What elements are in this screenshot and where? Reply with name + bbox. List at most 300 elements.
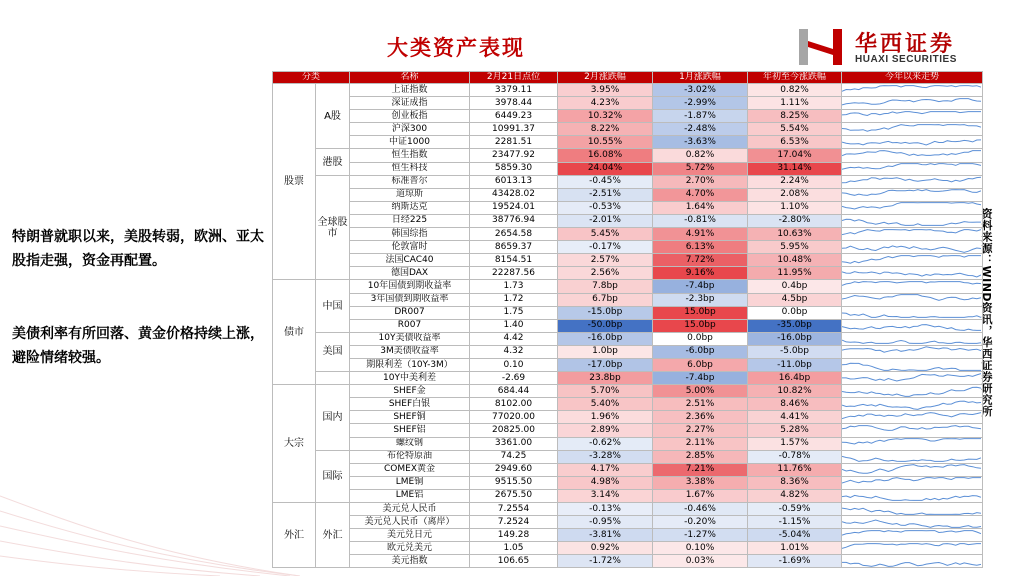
table-row	[273, 332, 983, 345]
level-cell: 7.2554	[470, 503, 558, 516]
header-name: 名称	[350, 72, 470, 84]
feb-change-cell: -0.62%	[558, 437, 653, 450]
trend-sparkline	[842, 124, 981, 135]
ytd-change-cell: -35.0bp	[748, 319, 842, 332]
asset-name-cell: 美元兑人民币（离岸）	[350, 516, 470, 529]
level-cell: 23477.92	[470, 149, 558, 162]
table-row	[273, 214, 983, 227]
trend-sparkline	[842, 268, 981, 279]
trend-sparkline	[842, 386, 981, 397]
ytd-change-cell: 31.14%	[748, 162, 842, 175]
subcategory-cell: 全球股市	[316, 175, 350, 280]
asset-performance-table	[272, 71, 983, 568]
trend-sparkline	[842, 215, 981, 226]
trend-cell	[842, 136, 983, 149]
ytd-change-cell: -1.69%	[748, 555, 842, 568]
feb-change-cell: -0.13%	[558, 503, 653, 516]
asset-name-cell: 螺纹钢	[350, 437, 470, 450]
jan-change-cell: -0.46%	[653, 503, 748, 516]
trend-sparkline	[842, 85, 981, 96]
level-cell: 1.73	[470, 280, 558, 293]
level-cell: 1.05	[470, 542, 558, 555]
level-cell: 7.2524	[470, 516, 558, 529]
subcategory-cell: 外汇	[316, 503, 350, 568]
table-row	[273, 280, 983, 293]
page-title: 大类资产表现	[387, 35, 525, 60]
feb-change-cell: 3.95%	[558, 84, 653, 97]
table-row	[273, 97, 983, 110]
asset-name-cell: 德国DAX	[350, 267, 470, 280]
jan-change-cell: -0.81%	[653, 214, 748, 227]
trend-sparkline	[842, 530, 981, 541]
ytd-change-cell: -0.59%	[748, 503, 842, 516]
jan-change-cell: 5.00%	[653, 385, 748, 398]
table-row	[273, 503, 983, 516]
level-cell: 38776.94	[470, 214, 558, 227]
asset-name-cell: SHEF铝	[350, 424, 470, 437]
level-cell: 74.25	[470, 450, 558, 463]
asset-name-cell: 3年国债到期收益率	[350, 293, 470, 306]
trend-sparkline	[842, 98, 981, 109]
level-cell: 20825.00	[470, 424, 558, 437]
trend-cell	[842, 398, 983, 411]
header-level: 2月21日点位	[470, 72, 558, 84]
trend-cell	[842, 424, 983, 437]
trend-sparkline	[842, 320, 981, 331]
jan-change-cell: -1.27%	[653, 529, 748, 542]
level-cell: 2654.58	[470, 228, 558, 241]
asset-name-cell: 美元兑日元	[350, 529, 470, 542]
asset-name-cell: 10年国债到期收益率	[350, 280, 470, 293]
level-cell: 43428.02	[470, 188, 558, 201]
level-cell: 1.40	[470, 319, 558, 332]
feb-change-cell: -1.72%	[558, 555, 653, 568]
trend-sparkline	[842, 425, 981, 436]
ytd-change-cell: 1.11%	[748, 97, 842, 110]
ytd-change-cell: -5.04%	[748, 529, 842, 542]
huaxi-logo-icon	[795, 25, 849, 69]
level-cell: 5859.30	[470, 162, 558, 175]
table-row	[273, 162, 983, 175]
table-row	[273, 424, 983, 437]
table-row	[273, 398, 983, 411]
table-row	[273, 241, 983, 254]
category-cell: 大宗	[273, 385, 316, 503]
ytd-change-cell: 0.0bp	[748, 306, 842, 319]
jan-change-cell: -3.63%	[653, 136, 748, 149]
level-cell: 2675.50	[470, 489, 558, 502]
jan-change-cell: -2.48%	[653, 123, 748, 136]
table-row	[273, 516, 983, 529]
subcategory-cell: 中国	[316, 280, 350, 332]
feb-change-cell: 2.57%	[558, 254, 653, 267]
trend-cell	[842, 503, 983, 516]
ytd-change-cell: 0.82%	[748, 84, 842, 97]
ytd-change-cell: 0.4bp	[748, 280, 842, 293]
feb-change-cell: 10.55%	[558, 136, 653, 149]
asset-name-cell: SHEF铜	[350, 411, 470, 424]
trend-cell	[842, 149, 983, 162]
trend-cell	[842, 450, 983, 463]
level-cell: 6449.23	[470, 110, 558, 123]
level-cell: 3379.11	[470, 84, 558, 97]
feb-change-cell: 4.98%	[558, 476, 653, 489]
asset-name-cell: 10Y美债收益率	[350, 332, 470, 345]
jan-change-cell: 15.0bp	[653, 306, 748, 319]
data-source-note: 资料来源：WIND资讯，华西证券研究所	[980, 208, 993, 418]
jan-change-cell: -3.02%	[653, 84, 748, 97]
asset-name-cell: R007	[350, 319, 470, 332]
table-row	[273, 175, 983, 188]
feb-change-cell: 8.22%	[558, 123, 653, 136]
level-cell: 4.32	[470, 345, 558, 358]
table-row	[273, 188, 983, 201]
feb-change-cell: -16.0bp	[558, 332, 653, 345]
asset-name-cell: SHEF金	[350, 385, 470, 398]
level-cell: -2.69	[470, 372, 558, 385]
level-cell: 8154.51	[470, 254, 558, 267]
asset-name-cell: 法国CAC40	[350, 254, 470, 267]
trend-sparkline	[842, 229, 981, 240]
table-row	[273, 149, 983, 162]
trend-sparkline	[842, 556, 981, 567]
trend-cell	[842, 254, 983, 267]
header-ytd-change: 年初至今涨跌幅	[748, 72, 842, 84]
level-cell: 2281.51	[470, 136, 558, 149]
ytd-change-cell: -0.78%	[748, 450, 842, 463]
table-row	[273, 372, 983, 385]
trend-sparkline	[842, 346, 981, 357]
trend-cell	[842, 162, 983, 175]
feb-change-cell: -3.81%	[558, 529, 653, 542]
trend-sparkline	[842, 477, 981, 488]
feb-change-cell: 1.96%	[558, 411, 653, 424]
table-row	[273, 358, 983, 371]
table-row	[273, 254, 983, 267]
ytd-change-cell: 16.4bp	[748, 372, 842, 385]
trend-sparkline	[842, 517, 981, 528]
asset-name-cell: 中证1000	[350, 136, 470, 149]
feb-change-cell: 16.08%	[558, 149, 653, 162]
level-cell: 8659.37	[470, 241, 558, 254]
header-feb-change: 2月涨跌幅	[558, 72, 653, 84]
table-row	[273, 293, 983, 306]
subcategory-cell: 港股	[316, 149, 350, 175]
feb-change-cell: -2.01%	[558, 214, 653, 227]
table-row	[273, 228, 983, 241]
level-cell: 3978.44	[470, 97, 558, 110]
asset-name-cell: 标准普尔	[350, 175, 470, 188]
asset-name-cell: 韩国综指	[350, 228, 470, 241]
category-cell: 债市	[273, 280, 316, 385]
ytd-change-cell: 5.28%	[748, 424, 842, 437]
level-cell: 4.42	[470, 332, 558, 345]
jan-change-cell: 4.70%	[653, 188, 748, 201]
category-cell: 股票	[273, 84, 316, 280]
ytd-change-cell: -16.0bp	[748, 332, 842, 345]
asset-name-cell: 美元指数	[350, 555, 470, 568]
asset-name-cell: 创业板指	[350, 110, 470, 123]
feb-change-cell: -50.0bp	[558, 319, 653, 332]
trend-sparkline	[842, 504, 981, 515]
trend-cell	[842, 358, 983, 371]
asset-name-cell: SHEF白银	[350, 398, 470, 411]
level-cell: 2949.60	[470, 463, 558, 476]
jan-change-cell: 6.0bp	[653, 358, 748, 371]
ytd-change-cell: 4.82%	[748, 489, 842, 502]
ytd-change-cell: 5.95%	[748, 241, 842, 254]
jan-change-cell: 2.36%	[653, 411, 748, 424]
trend-cell	[842, 529, 983, 542]
asset-name-cell: 道琼斯	[350, 188, 470, 201]
ytd-change-cell: 6.53%	[748, 136, 842, 149]
feb-change-cell: 2.89%	[558, 424, 653, 437]
level-cell: 77020.00	[470, 411, 558, 424]
asset-name-cell: 欧元兑美元	[350, 542, 470, 555]
trend-cell	[842, 411, 983, 424]
asset-name-cell: LME铜	[350, 476, 470, 489]
feb-change-cell: -0.45%	[558, 175, 653, 188]
level-cell: 106.65	[470, 555, 558, 568]
ytd-change-cell: 4.5bp	[748, 293, 842, 306]
trend-sparkline	[842, 255, 981, 266]
ytd-change-cell: 1.10%	[748, 201, 842, 214]
jan-change-cell: 0.0bp	[653, 332, 748, 345]
jan-change-cell: 7.21%	[653, 463, 748, 476]
commentary-equities: 特朗普就职以来，美股转弱，欧洲、亚太股指走强，资金再配置。	[12, 229, 264, 269]
feb-change-cell: 5.45%	[558, 228, 653, 241]
asset-name-cell: COMEX黄金	[350, 463, 470, 476]
trend-sparkline	[842, 333, 981, 344]
level-cell: 8102.00	[470, 398, 558, 411]
ytd-change-cell: 10.48%	[748, 254, 842, 267]
table-row	[273, 489, 983, 502]
jan-change-cell: -2.99%	[653, 97, 748, 110]
trend-cell	[842, 97, 983, 110]
trend-cell	[842, 332, 983, 345]
asset-name-cell: 纳斯达克	[350, 201, 470, 214]
trend-cell	[842, 123, 983, 136]
trend-cell	[842, 463, 983, 476]
trend-sparkline	[842, 373, 981, 384]
trend-sparkline	[842, 202, 981, 213]
trend-cell	[842, 201, 983, 214]
ytd-change-cell: -2.80%	[748, 214, 842, 227]
trend-cell	[842, 188, 983, 201]
feb-change-cell: 24.04%	[558, 162, 653, 175]
logo-chinese-name: 华西证券	[855, 31, 956, 57]
level-cell: 22287.56	[470, 267, 558, 280]
level-cell: 1.72	[470, 293, 558, 306]
table-body	[273, 84, 983, 568]
asset-name-cell: 深证成指	[350, 97, 470, 110]
trend-sparkline	[842, 451, 981, 462]
asset-name-cell: 10Y中美利差	[350, 372, 470, 385]
asset-name-cell: 期限利差（10Y-3M）	[350, 358, 470, 371]
ytd-change-cell: 17.04%	[748, 149, 842, 162]
feb-change-cell: -0.95%	[558, 516, 653, 529]
trend-cell	[842, 476, 983, 489]
table-row	[273, 385, 983, 398]
feb-change-cell: -0.53%	[558, 201, 653, 214]
trend-sparkline	[842, 150, 981, 161]
feb-change-cell: 3.14%	[558, 489, 653, 502]
asset-name-cell: 恒生指数	[350, 149, 470, 162]
level-cell: 684.44	[470, 385, 558, 398]
header-trend: 今年以来走势	[842, 72, 983, 84]
ytd-change-cell: 8.25%	[748, 110, 842, 123]
jan-change-cell: 0.03%	[653, 555, 748, 568]
table-row	[273, 450, 983, 463]
feb-change-cell: 5.70%	[558, 385, 653, 398]
feb-change-cell: -15.0bp	[558, 306, 653, 319]
jan-change-cell: 0.10%	[653, 542, 748, 555]
jan-change-cell: 7.72%	[653, 254, 748, 267]
table-row	[273, 463, 983, 476]
trend-sparkline	[842, 464, 981, 475]
trend-cell	[842, 267, 983, 280]
trend-cell	[842, 214, 983, 227]
table-row	[273, 306, 983, 319]
ytd-change-cell: 10.63%	[748, 228, 842, 241]
ytd-change-cell: 8.36%	[748, 476, 842, 489]
level-cell: 9515.50	[470, 476, 558, 489]
trend-sparkline	[842, 438, 981, 449]
trend-cell	[842, 345, 983, 358]
trend-cell	[842, 293, 983, 306]
subcategory-cell: 国际	[316, 450, 350, 502]
subcategory-cell: 美国	[316, 332, 350, 371]
trend-cell	[842, 319, 983, 332]
table-row	[273, 411, 983, 424]
asset-name-cell: LME铝	[350, 489, 470, 502]
asset-name-cell: 布伦特原油	[350, 450, 470, 463]
level-cell: 0.10	[470, 358, 558, 371]
asset-name-cell: 沪深300	[350, 123, 470, 136]
trend-cell	[842, 516, 983, 529]
feb-change-cell: 6.7bp	[558, 293, 653, 306]
trend-cell	[842, 175, 983, 188]
jan-change-cell: 9.16%	[653, 267, 748, 280]
asset-name-cell: 伦敦富时	[350, 241, 470, 254]
trend-cell	[842, 489, 983, 502]
table-row	[273, 319, 983, 332]
level-cell: 10991.37	[470, 123, 558, 136]
feb-change-cell: 10.32%	[558, 110, 653, 123]
ytd-change-cell: 4.41%	[748, 411, 842, 424]
trend-sparkline	[842, 490, 981, 501]
asset-name-cell: 上证指数	[350, 84, 470, 97]
ytd-change-cell: 5.54%	[748, 123, 842, 136]
asset-name-cell: 恒生科技	[350, 162, 470, 175]
trend-cell	[842, 241, 983, 254]
jan-change-cell: -1.87%	[653, 110, 748, 123]
trend-sparkline	[842, 543, 981, 554]
header-jan-change: 1月涨跌幅	[653, 72, 748, 84]
ytd-change-cell: 11.76%	[748, 463, 842, 476]
jan-change-cell: 15.0bp	[653, 319, 748, 332]
table-row	[273, 555, 983, 568]
table-header-row	[273, 72, 983, 84]
ytd-change-cell: 2.24%	[748, 175, 842, 188]
jan-change-cell: 6.13%	[653, 241, 748, 254]
trend-cell	[842, 372, 983, 385]
trend-sparkline	[842, 307, 981, 318]
jan-change-cell: 5.72%	[653, 162, 748, 175]
feb-change-cell: 7.8bp	[558, 280, 653, 293]
feb-change-cell: 1.0bp	[558, 345, 653, 358]
table-row	[273, 542, 983, 555]
trend-sparkline	[842, 163, 981, 174]
jan-change-cell: -7.4bp	[653, 372, 748, 385]
jan-change-cell: 2.85%	[653, 450, 748, 463]
trend-cell	[842, 542, 983, 555]
jan-change-cell: -6.0bp	[653, 345, 748, 358]
table-row	[273, 267, 983, 280]
subcategory-cell: A股	[316, 84, 350, 149]
level-cell: 1.75	[470, 306, 558, 319]
asset-name-cell: DR007	[350, 306, 470, 319]
ytd-change-cell: 8.46%	[748, 398, 842, 411]
trend-sparkline	[842, 111, 981, 122]
table-row	[273, 529, 983, 542]
feb-change-cell: 4.17%	[558, 463, 653, 476]
trend-cell	[842, 228, 983, 241]
table-row	[273, 437, 983, 450]
feb-change-cell: 4.23%	[558, 97, 653, 110]
feb-change-cell: -0.17%	[558, 241, 653, 254]
category-cell: 外汇	[273, 503, 316, 568]
trend-cell	[842, 385, 983, 398]
trend-cell	[842, 110, 983, 123]
level-cell: 19524.01	[470, 201, 558, 214]
asset-name-cell: 日经225	[350, 214, 470, 227]
table-row	[273, 136, 983, 149]
ytd-change-cell: -11.0bp	[748, 358, 842, 371]
header-category: 分类	[273, 72, 350, 84]
feb-change-cell: -17.0bp	[558, 358, 653, 371]
commentary-bonds-gold: 美债利率有所回落、黄金价格持续上涨，避险情绪较强。	[12, 326, 264, 366]
trend-cell	[842, 555, 983, 568]
trend-sparkline	[842, 176, 981, 187]
table-row	[273, 345, 983, 358]
jan-change-cell: -0.20%	[653, 516, 748, 529]
feb-change-cell: 23.8bp	[558, 372, 653, 385]
ytd-change-cell: 1.57%	[748, 437, 842, 450]
asset-name-cell: 美元兑人民币	[350, 503, 470, 516]
level-cell: 149.28	[470, 529, 558, 542]
table-row	[273, 476, 983, 489]
table-row	[273, 123, 983, 136]
ytd-change-cell: -5.0bp	[748, 345, 842, 358]
table-row	[273, 110, 983, 123]
ytd-change-cell: 1.01%	[748, 542, 842, 555]
jan-change-cell: 1.67%	[653, 489, 748, 502]
huaxi-logo	[795, 25, 1010, 70]
trend-cell	[842, 437, 983, 450]
table-row	[273, 84, 983, 97]
feb-change-cell: -2.51%	[558, 188, 653, 201]
trend-sparkline	[842, 399, 981, 410]
ytd-change-cell: -1.15%	[748, 516, 842, 529]
jan-change-cell: -2.3bp	[653, 293, 748, 306]
jan-change-cell: 2.70%	[653, 175, 748, 188]
table-row	[273, 201, 983, 214]
subcategory-cell: 国内	[316, 385, 350, 450]
feb-change-cell: 5.40%	[558, 398, 653, 411]
trend-sparkline	[842, 189, 981, 200]
trend-sparkline	[842, 412, 981, 423]
